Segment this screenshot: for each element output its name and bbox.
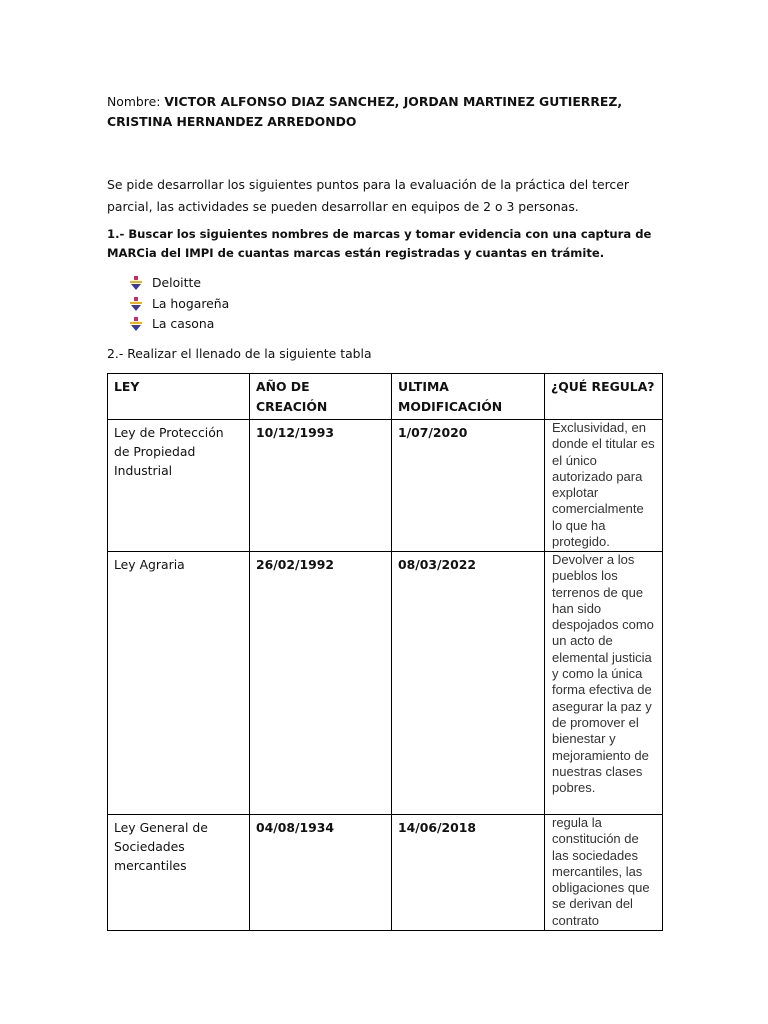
cell-regula: Devolver a los pueblos los terrenos de que han sido despojados como un acto de elemental justicia y como la única forma efectiva de asegurar la paz y de promover el bienestar y mejoramiento de nuestras clases pobres. [545, 552, 663, 815]
cell-modificacion: 1/07/2020 [392, 420, 545, 552]
task-2: 2.- Realizar el llenado de la siguiente tabla [107, 346, 372, 361]
cell-modificacion: 14/06/2018 [392, 815, 545, 931]
list-item [130, 294, 229, 315]
arrow-bullet-icon [130, 317, 142, 331]
task-1-text: Buscar los siguientes nombres de marcas y tomar evidencia con una captura de MARCia del IMPI de cuantas marcas están registradas y cuantas en trámite. [107, 227, 652, 260]
cell-ley: Ley General de Sociedades mercantiles [108, 815, 250, 931]
header-que-regula: ¿QUÉ REGULA? [545, 374, 663, 420]
brand-list [130, 273, 229, 335]
task-1-prefix: 1.- [107, 227, 125, 241]
nombre-label: Nombre: [107, 94, 165, 109]
cell-creacion: 04/08/1934 [250, 815, 392, 931]
list-item [130, 273, 229, 294]
cell-ley: Ley de Protección de Propiedad Industrial [108, 420, 250, 552]
table-row [108, 420, 663, 552]
cell-ley: Ley Agraria [108, 552, 250, 815]
header-ley: LEY [108, 374, 250, 420]
cell-regula: regula la constitución de las sociedades mercantiles, las obligaciones que se derivan del contrato [545, 815, 663, 931]
brand-la-casona: La casona [152, 316, 215, 331]
table-header-row [108, 374, 663, 420]
cell-regula: Exclusividad, en donde el titular es el único autorizado para explotar comercialmente lo que ha protegido. [545, 420, 663, 552]
header-ultima-modificacion: ULTIMA MODIFICACIÓN [392, 374, 545, 420]
student-names [107, 92, 667, 132]
table-row [108, 815, 663, 931]
cell-creacion: 26/02/1992 [250, 552, 392, 815]
cell-creacion: 10/12/1993 [250, 420, 392, 552]
brand-la-hogarena: La hogareña [152, 295, 230, 311]
brand-deloitte: Deloitte [152, 275, 201, 290]
cell-modificacion: 08/03/2022 [392, 552, 545, 815]
table-row [108, 552, 663, 815]
header-ano-creacion: AÑO DE CREACIÓN [250, 374, 392, 420]
list-item [130, 314, 229, 335]
arrow-bullet-icon [130, 297, 142, 311]
laws-table [107, 373, 663, 931]
arrow-bullet-icon [130, 276, 142, 290]
intro-paragraph: Se pide desarrollar los siguientes puntos para la evaluación de la práctica del tercer parcial, las actividades se pueden desarrollar en equipos de 2 o 3 personas. [107, 177, 629, 214]
nombre-value: VICTOR ALFONSO DIAZ SANCHEZ, JORDAN MARTINEZ GUTIERREZ, CRISTINA HERNANDEZ ARREDONDO [107, 94, 623, 129]
task-1 [107, 225, 667, 263]
